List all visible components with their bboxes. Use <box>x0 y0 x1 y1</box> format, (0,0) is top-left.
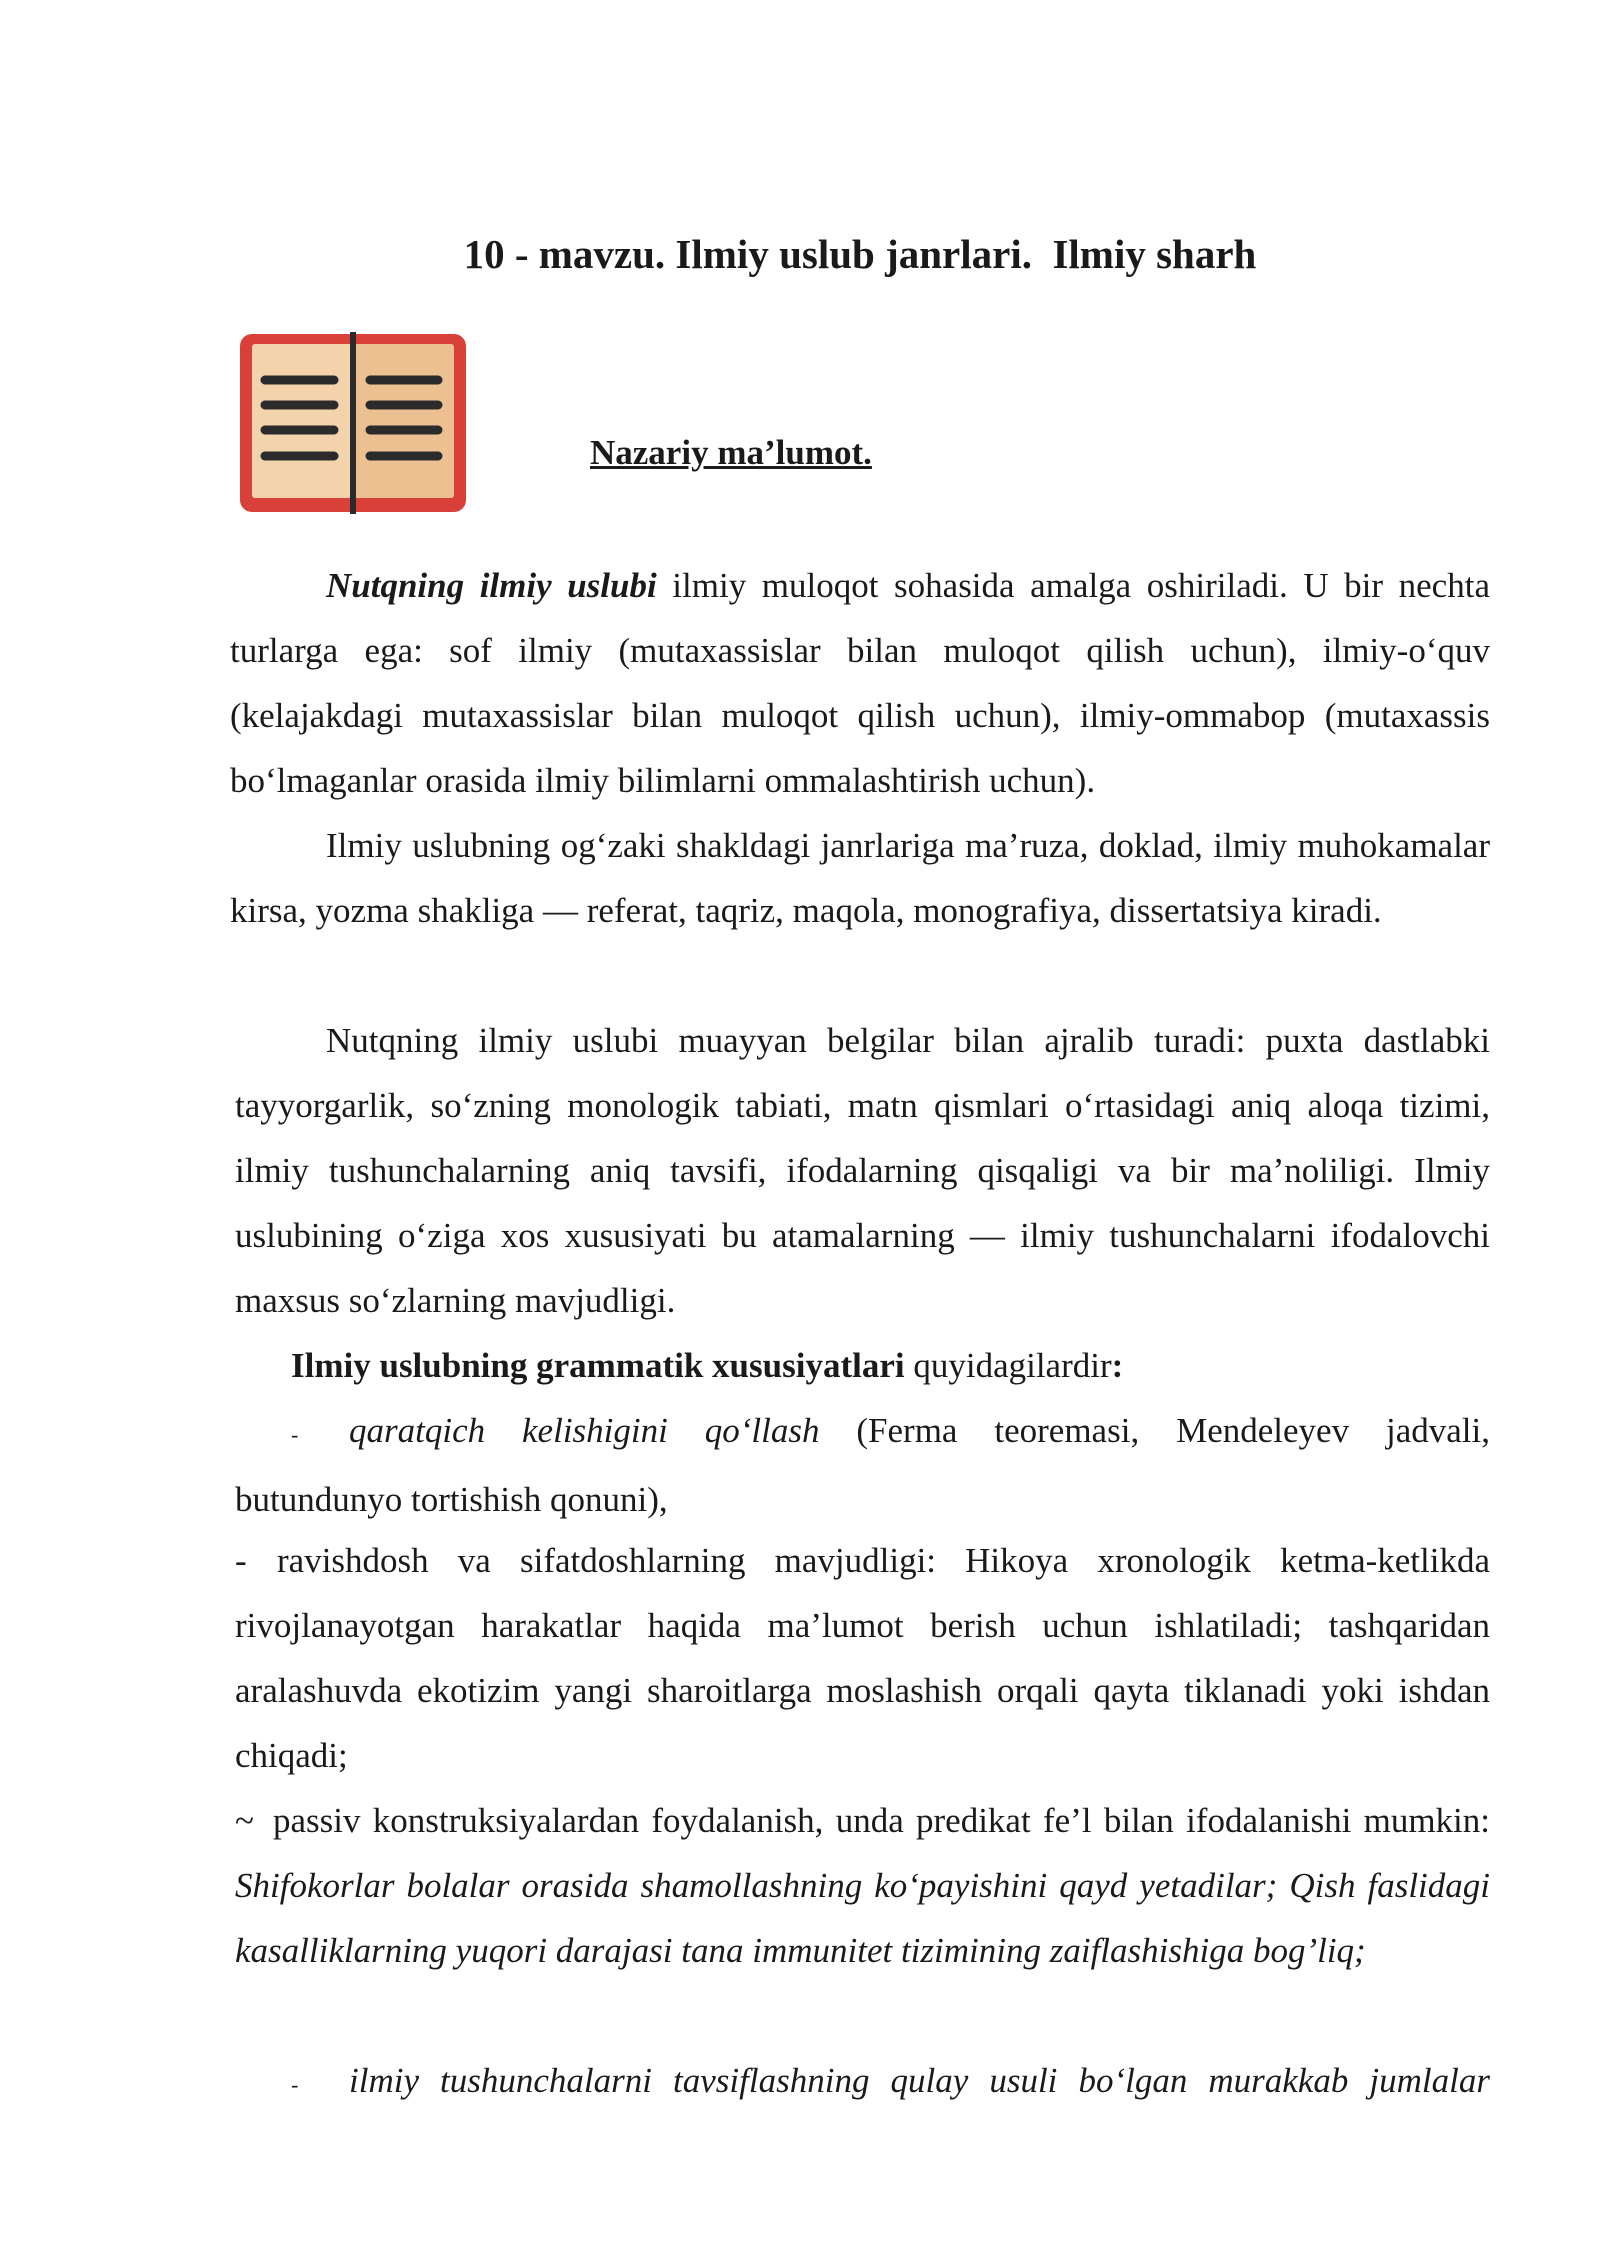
list-item-italic: Shifokorlar bolalar orasida shamollashning ko‘payishini qayd yetadilar; Qish faslidagi kasalliklarning yuqori darajasi tana immunitet tizimining zaiflashishiga bog’liq; <box>235 1866 1490 1970</box>
paragraph-scientific-style <box>230 553 1490 813</box>
grammar-heading-bold: Ilmiy uslubning grammatik xususiyatlari <box>291 1346 905 1385</box>
list-item <box>235 2048 1490 2117</box>
grammar-heading <box>235 1333 1490 1398</box>
list-item <box>235 1788 1490 1983</box>
paragraph-text: ilmiy muloqot sohasida amalga oshiriladi. U bir nechta turlarga ega: sof ilmiy (mutaxassislar bilan muloqot qilish uchun), ilmiy-o‘quv (kelajakdagi mutaxassislar bilan muloqot qilish uchun), ilmiy-ommabop (mutaxassis bo‘lmaganlar orasida ilmiy bilimlarni ommalashtirish uchun). <box>230 566 1490 800</box>
paragraph-features: Nutqning ilmiy uslubi muayyan belgilar bilan ajralib turadi: puxta dastlabki tayyorgarlik, so‘zning monologik tabiati, matn qismlari o‘rtasidagi aniq aloqa tizimi, ilmiy tushunchalarning aniq tavsifi, ifodalarning qisqaligi va bir ma’noliligi. Ilmiy uslubining o‘ziga xos xususiyati bu atamalarning — ilmiy tushunchalarni ifodalovchi maxsus so‘zlarning mavjudligi. <box>235 1021 1490 1320</box>
list-item <box>235 1398 1490 1532</box>
list-item-text: (Ferma teoremasi, Mendeleyev jadvali, butundunyo tortishish qonuni), <box>235 1411 1490 1519</box>
list-item-italic: ilmiy tushunchalarni tavsiflashning qulay usuli bo‘lgan murakkab jumlalar <box>349 2061 1490 2100</box>
list-item-text: ravishdosh va sifatdoshlarning mavjudligi: Hikoya xronologik ketma-ketlikda rivojlanayotgan harakatlar haqida ma’lumot berish uchun ishlatiladi; tashqaridan aralashuvda ekotizim yangi sharoitlarga moslashish orqali qayta tiklanadi yoki ishdan chiqadi; <box>235 1541 1490 1775</box>
open-book-icon <box>238 332 468 514</box>
grammar-heading-colon: : <box>1111 1346 1124 1385</box>
list-marker: - <box>291 2072 299 2097</box>
grammar-heading-text: quyidagilardir <box>904 1346 1112 1385</box>
paragraph-genres: Ilmiy uslubning og‘zaki shakldagi janrlariga ma’ruza, doklad, ilmiy muhokamalar kirsa, yozma shakliga — referat, taqriz, maqola, monografiya, dissertatsiya kiradi. <box>230 826 1490 930</box>
page-title: 10 - mavzu. Ilmiy uslub janrlari. Ilmiy sharh <box>463 231 1257 277</box>
paragraph-lead-term: Nutqning ilmiy uslubi <box>326 566 657 605</box>
section-subtitle: Nazariy ma’lumot. <box>590 433 872 472</box>
list-item <box>235 1528 1490 1788</box>
list-marker: - <box>291 1422 299 1447</box>
list-item-italic: qaratqich kelishigini qo‘llash <box>349 1411 820 1450</box>
list-marker: ~ <box>235 1801 254 1840</box>
list-item-text: passiv konstruksiyalardan foydalanish, unda predikat fe’l bilan ifodalanishi mumkin: <box>273 1801 1490 1840</box>
list-marker: - <box>235 1541 247 1580</box>
